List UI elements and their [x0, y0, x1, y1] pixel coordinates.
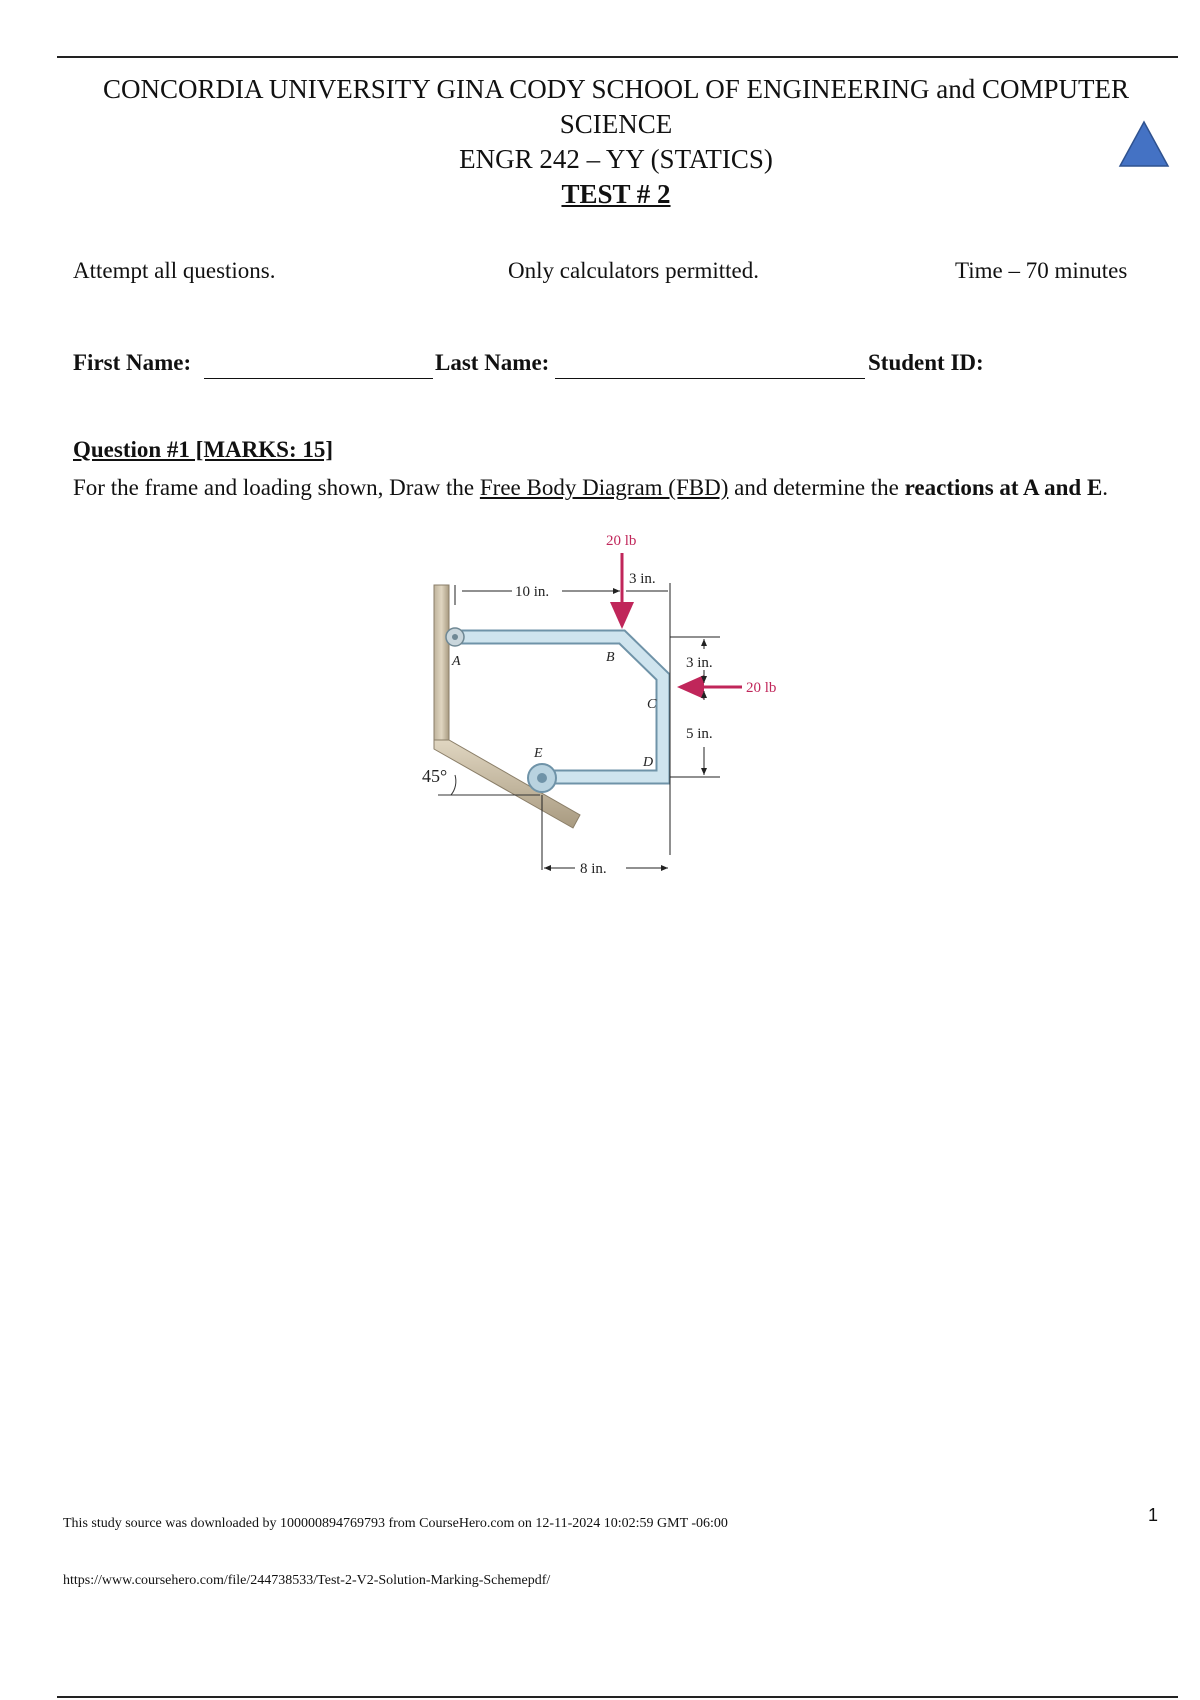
top-rule: [57, 56, 1178, 58]
first-name-label: First Name:: [73, 350, 192, 375]
force-top-label: 20 lb: [606, 533, 637, 549]
question-text-part2: and determine the: [728, 475, 905, 500]
label-e: E: [534, 746, 543, 761]
question-title: Question #1 [MARKS: 15]: [73, 437, 334, 462]
frame-diagram: [422, 525, 860, 880]
force-right-label: 20 lb: [746, 680, 777, 696]
page-header: [60, 72, 1172, 212]
question-text-fbd: Free Body Diagram (FBD): [479, 475, 729, 500]
last-name-field[interactable]: [555, 378, 865, 379]
university-line1: CONCORDIA UNIVERSITY GINA CODY SCHOOL OF ENGINEERING and COMPUTER: [103, 74, 1129, 104]
vertical-wall: [434, 585, 449, 745]
label-d: D: [643, 755, 654, 770]
university-line2: SCIENCE: [559, 109, 673, 139]
course-title: ENGR 242 – YY (STATICS): [459, 144, 773, 174]
dim-3in-right-label: 3 in.: [686, 655, 713, 671]
label-c: C: [647, 697, 657, 712]
pin-a-center: [452, 634, 458, 640]
triangle-icon: [1118, 120, 1170, 168]
frame-member: [454, 637, 663, 777]
question-text-reactions: reactions at A and E: [904, 475, 1103, 500]
calculator-instruction: Only calculators permitted.: [508, 258, 760, 283]
label-b: B: [606, 650, 615, 665]
label-a: A: [452, 654, 461, 669]
frame-member-outline: [454, 637, 663, 777]
page-number: 1: [1148, 1505, 1159, 1525]
angle-label: 45°: [422, 766, 448, 786]
angle-arc: [451, 775, 456, 795]
source-url[interactable]: https://www.coursehero.com/file/244738533/Test-2-V2-Solution-Marking-Schemepdf/: [63, 1573, 551, 1588]
dim-3in-top-label: 3 in.: [629, 571, 656, 587]
dim-5in-label: 5 in.: [686, 726, 713, 742]
last-name-label: Last Name:: [435, 350, 550, 375]
bottom-rule: [57, 1696, 1178, 1698]
dim-10in-label: 10 in.: [515, 584, 550, 600]
roller-e-center: [537, 773, 547, 783]
attempt-instruction: Attempt all questions.: [73, 258, 276, 283]
dim-8in-label: 8 in.: [580, 861, 607, 877]
test-title: TEST # 2: [561, 179, 671, 209]
question-text-end: .: [1102, 475, 1109, 500]
time-instruction: Time – 70 minutes: [955, 258, 1128, 283]
student-id-label: Student ID:: [868, 350, 984, 375]
question-text: [73, 475, 1108, 501]
download-note: This study source was downloaded by 100000894769793 from CourseHero.com on 12-11-2024 10:02:59 GMT -06:00: [63, 1516, 728, 1531]
first-name-field[interactable]: [204, 378, 433, 379]
question-text-part1: For the frame and loading shown, Draw the: [73, 475, 480, 500]
